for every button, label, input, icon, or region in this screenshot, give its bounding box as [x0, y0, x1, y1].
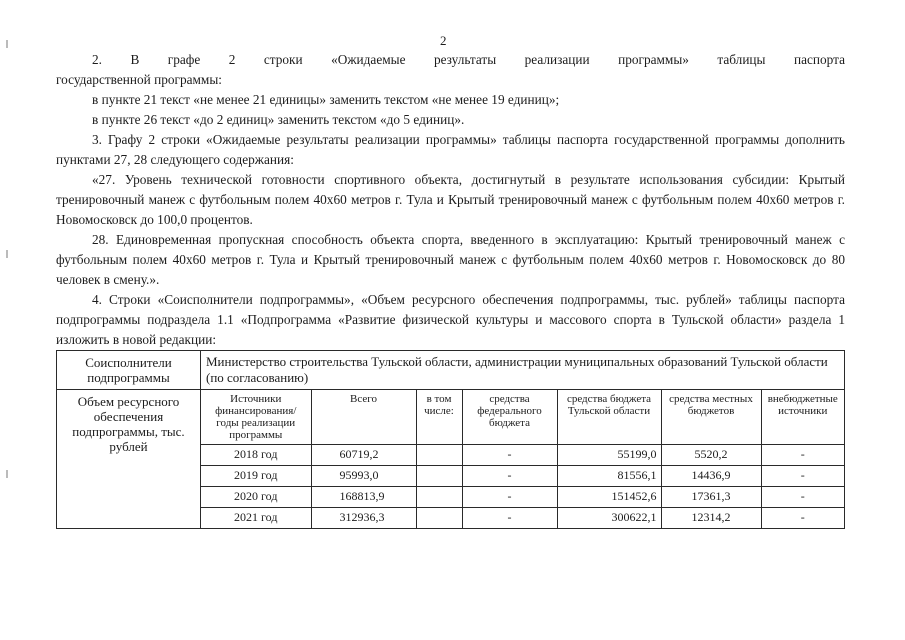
year-cell: 2020 год	[201, 487, 311, 508]
page-number: 2	[440, 33, 447, 48]
co-executors-value: Министерство строительства Тульской области, администрации муниципальных образований Тульской области (по согласованию)	[201, 351, 845, 390]
header-total: Всего	[311, 390, 416, 445]
passport-table	[56, 350, 845, 529]
paragraph-item-2-line2: государственной программы:	[56, 72, 222, 87]
financing-table	[201, 390, 844, 528]
total-cell: 60719,2	[311, 445, 416, 466]
financing-header-row	[201, 390, 844, 445]
total-cell: 312936,3	[311, 508, 416, 529]
regional-cell: 55199,0	[557, 445, 661, 466]
table-row	[201, 466, 844, 487]
paragraph-point-28: 28. Единовременная пропускная способность объекта спорта, введенного в эксплуатацию: Крытый тренировочный манеж с футбольным полем 40х60 метров г. Тула и Крытый тренировочный манеж с футбольным полем 40х60 метров г. Новомосковск до 80 человек в смену.».	[56, 232, 845, 287]
table-row	[201, 445, 844, 466]
table-row	[201, 508, 844, 529]
regional-cell: 151452,6	[557, 487, 661, 508]
local-cell: 12314,2	[661, 508, 761, 529]
regional-cell: 300622,1	[557, 508, 661, 529]
federal-cell: -	[462, 466, 557, 487]
federal-cell: -	[462, 445, 557, 466]
header-including: в том числе:	[416, 390, 462, 445]
local-cell: 17361,3	[661, 487, 761, 508]
year-cell: 2018 год	[201, 445, 311, 466]
extrabudget-cell: -	[761, 445, 844, 466]
paragraph-point-27: «27. Уровень технической готовности спортивного объекта, достигнутый в результате использования субсидии: Крытый тренировочный манеж с футбольным полем 40х60 метров г. Тула и Крытый тренировочный манеж с футбольным полем 40х60 метров г. Новомосковск до 100,0 процентов.	[56, 172, 845, 227]
federal-cell: -	[462, 508, 557, 529]
paragraph-point-21: в пункте 21 текст «не менее 21 единицы» заменить текстом «не менее 19 единиц»;	[92, 92, 560, 107]
including-cell	[416, 466, 462, 487]
scan-margin-mark	[6, 250, 8, 258]
co-executors-row	[57, 351, 845, 390]
scan-margin-mark	[6, 470, 8, 478]
including-cell	[416, 445, 462, 466]
including-cell	[416, 508, 462, 529]
header-regional: средства бюджета Тульской области	[557, 390, 661, 445]
including-cell	[416, 487, 462, 508]
header-federal: средства федерального бюджета	[462, 390, 557, 445]
federal-cell: -	[462, 487, 557, 508]
resource-volume-row	[57, 390, 845, 529]
extrabudget-cell: -	[761, 508, 844, 529]
total-cell: 95993,0	[311, 466, 416, 487]
extrabudget-cell: -	[761, 466, 844, 487]
paragraph-item-3: 3. Графу 2 строки «Ожидаемые результаты реализации программы» таблицы паспорта государственной программы дополнить пунктами 27, 28 следующего содержания:	[56, 132, 845, 167]
header-sources: Источники финансирования/ годы реализации программы	[201, 390, 311, 445]
resource-volume-label: Объем ресурсного обеспечения подпрограммы, тыс. рублей	[57, 390, 201, 529]
scan-margin-mark	[6, 40, 8, 48]
paragraph-item-4: 4. Строки «Соисполнители подпрограммы», «Объем ресурсного обеспечения подпрограммы, тыс. рублей» таблицы паспорта подпрограммы подраздела 1.1 «Подпрограмма «Развитие физической культуры и массового спорта в Тульской области» раздела 1 изложить в новой редакции:	[56, 292, 845, 347]
extrabudget-cell: -	[761, 487, 844, 508]
total-cell: 168813,9	[311, 487, 416, 508]
header-extrabudget: внебюджетные источники	[761, 390, 844, 445]
header-local: средства местных бюджетов	[661, 390, 761, 445]
co-executors-label: Соисполнители подпрограммы	[57, 351, 201, 390]
financing-cell	[201, 390, 845, 529]
local-cell: 14436,9	[661, 466, 761, 487]
regional-cell: 81556,1	[557, 466, 661, 487]
paragraph-item-2-line1: 2. В графе 2 строки «Ожидаемые результаты реализации программы» таблицы паспорта	[92, 52, 845, 67]
year-cell: 2019 год	[201, 466, 311, 487]
year-cell: 2021 год	[201, 508, 311, 529]
table-row	[201, 487, 844, 508]
local-cell: 5520,2	[661, 445, 761, 466]
paragraph-point-26: в пункте 26 текст «до 2 единиц» заменить текстом «до 5 единиц».	[92, 112, 465, 127]
